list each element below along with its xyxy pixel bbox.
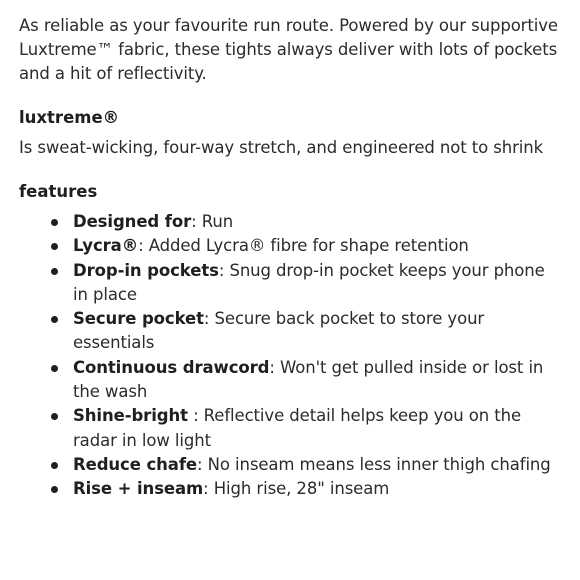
features-heading: features xyxy=(19,182,98,201)
bullet-icon xyxy=(51,268,58,275)
bullet-icon xyxy=(51,316,58,323)
luxtreme-description: Is sweat-wicking, four-way stretch, and engineered not to shrink xyxy=(19,138,544,157)
list-item: Reduce chafe: No inseam means less inner thigh chafing xyxy=(73,453,564,477)
bullet-icon xyxy=(51,243,58,250)
bullet-icon xyxy=(51,365,58,372)
bullet-icon xyxy=(51,462,58,469)
list-item: Shine-bright : Reflective detail helps keep you on the radar in low light xyxy=(73,404,564,453)
bullet-icon xyxy=(51,486,58,493)
bullet-icon xyxy=(51,219,58,226)
features-list xyxy=(19,210,564,502)
list-item: Continuous drawcord: Won't get pulled inside or lost in the wash xyxy=(73,356,564,405)
list-item: Lycra®: Added Lycra® fibre for shape retention xyxy=(73,234,564,258)
list-item: Designed for: Run xyxy=(73,210,564,234)
list-item: Rise + inseam: High rise, 28" inseam xyxy=(73,477,564,501)
list-item: Drop-in pockets: Snug drop-in pocket keeps your phone in place xyxy=(73,259,564,308)
luxtreme-heading: luxtreme® xyxy=(19,108,120,127)
cutoff-next-section xyxy=(19,572,539,580)
bullet-icon xyxy=(51,413,58,420)
product-description: As reliable as your favourite run route. Powered by our supportive Luxtreme™ fabric, these tights always deliver with lots of pockets and a hit of reflectivity. xyxy=(19,16,558,83)
list-item: Secure pocket: Secure back pocket to store your essentials xyxy=(73,307,564,356)
product-details xyxy=(19,14,564,502)
